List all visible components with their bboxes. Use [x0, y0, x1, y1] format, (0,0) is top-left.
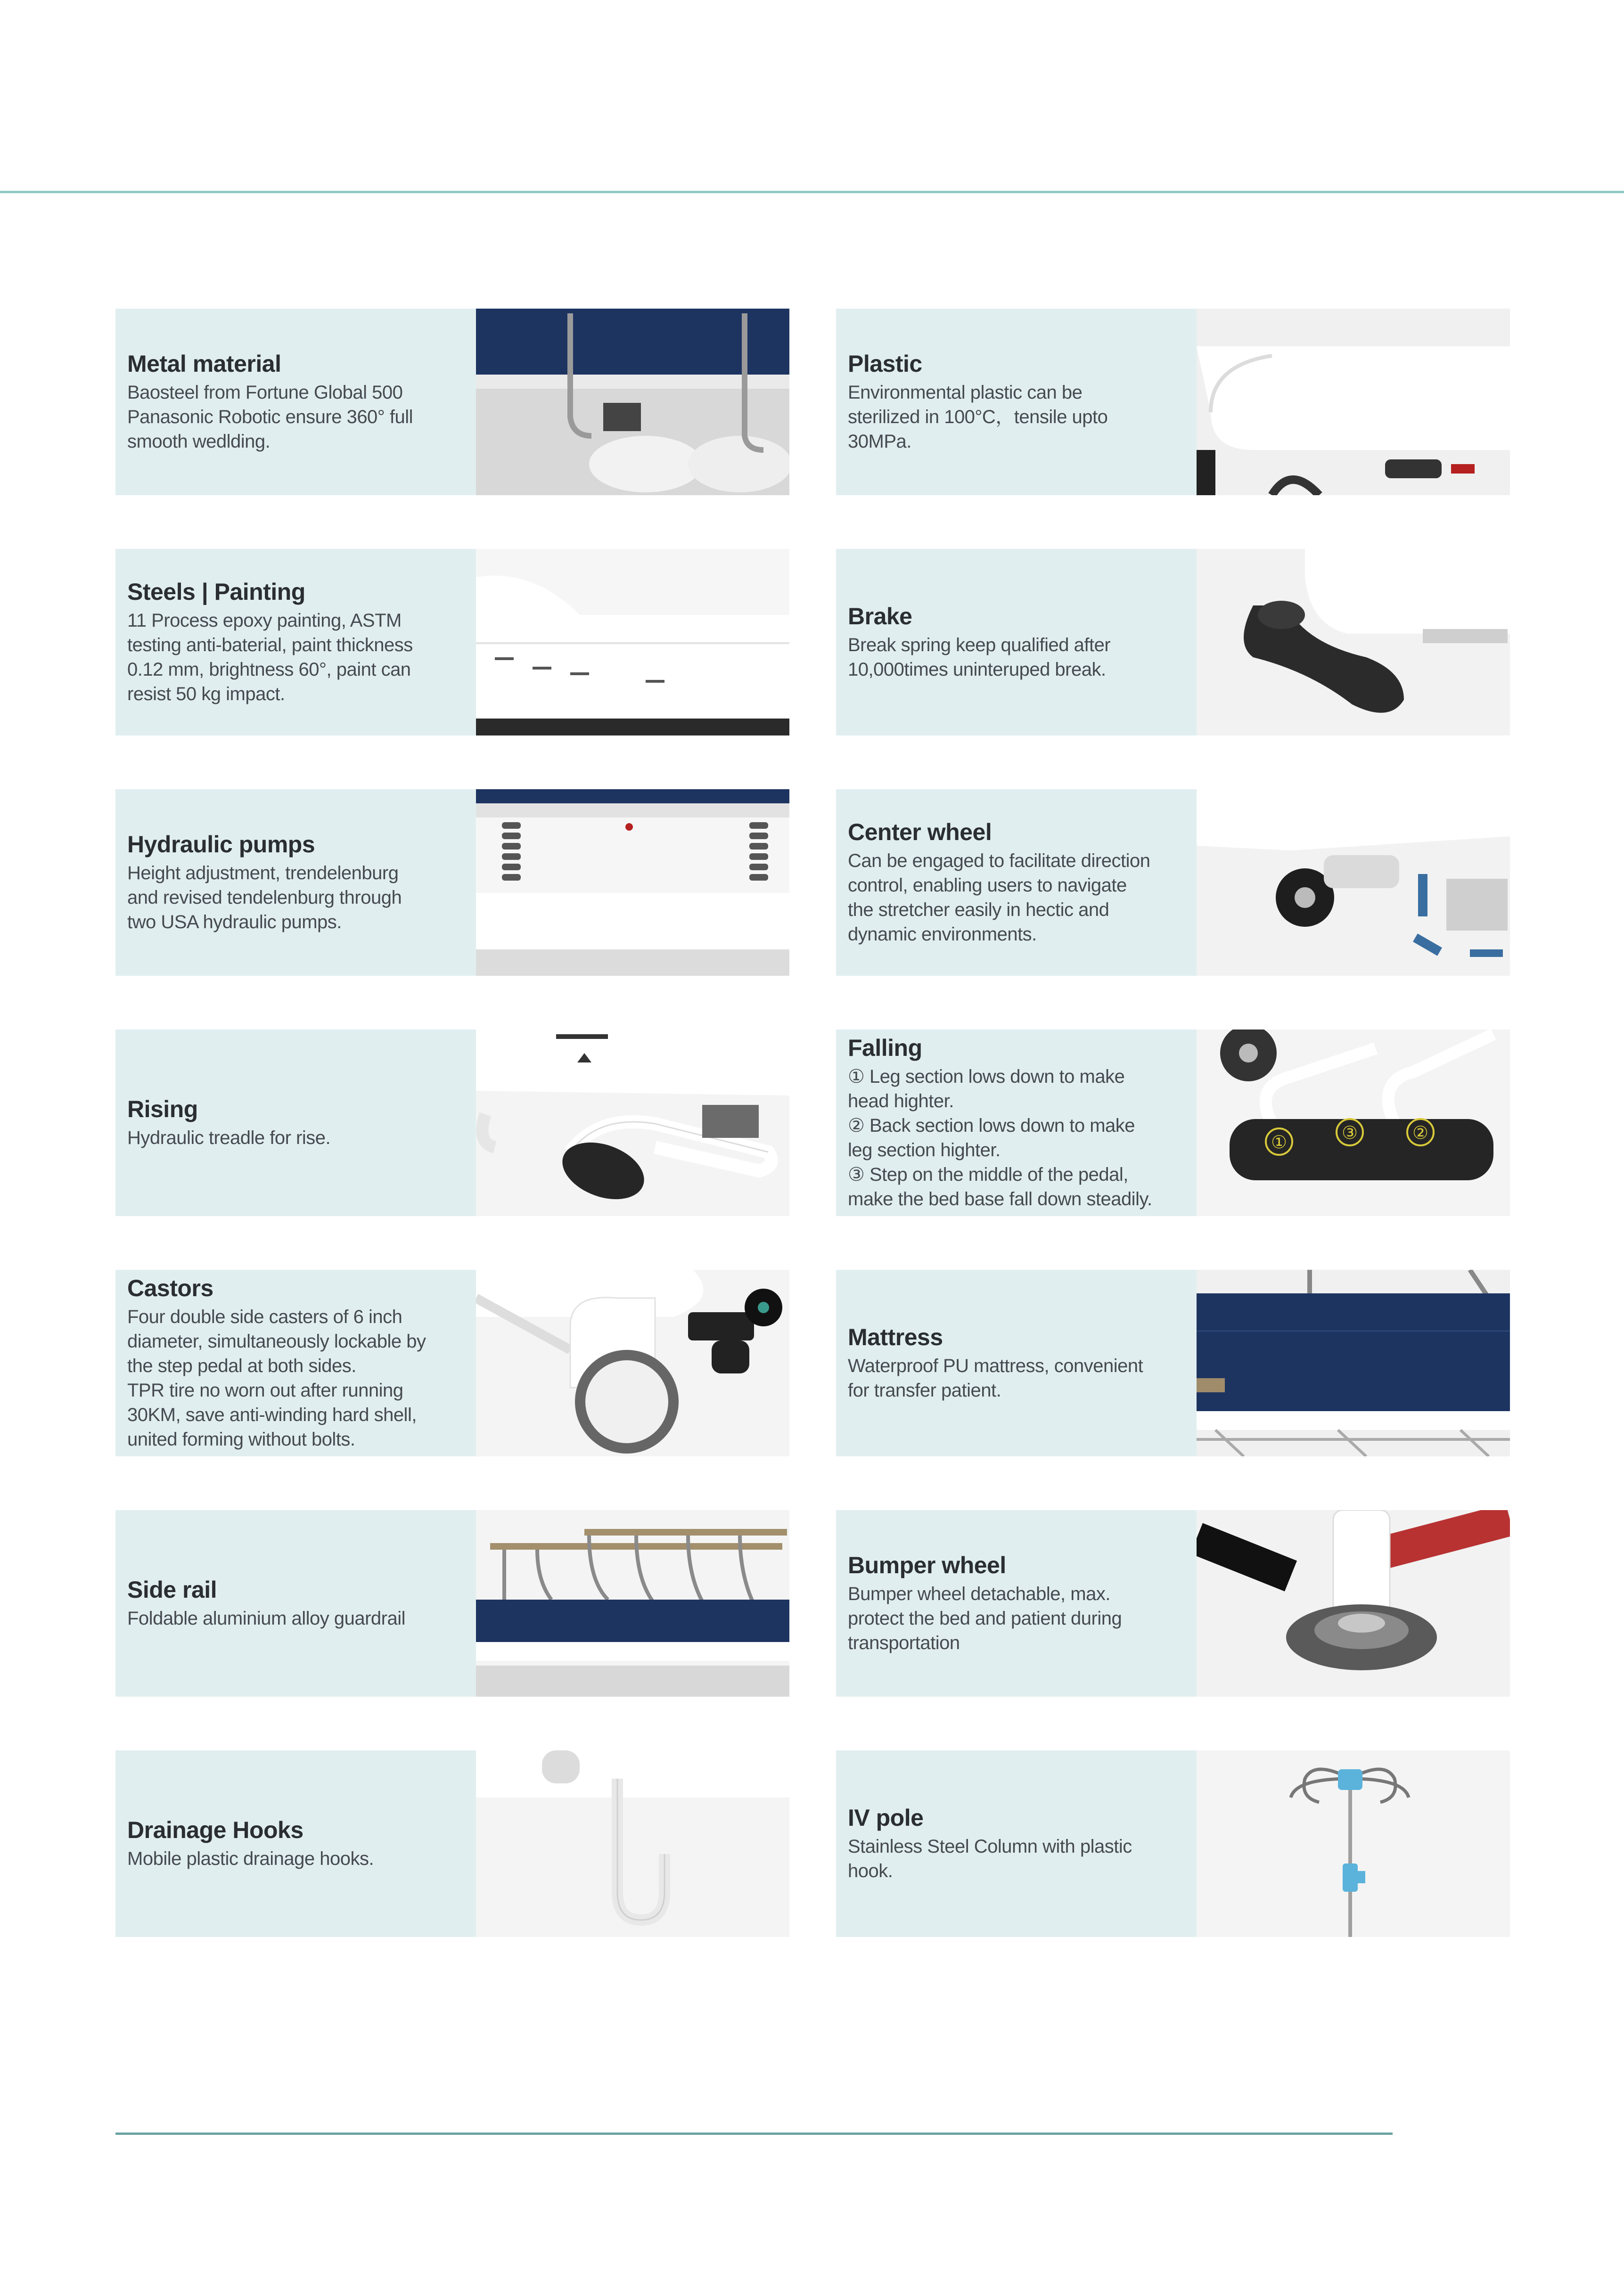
feature-title: Center wheel — [848, 819, 992, 845]
bottom-divider — [115, 2133, 1393, 2135]
feature-description: Waterproof PU mattress, convenient for transfer patient. — [848, 1356, 1143, 1401]
feature-description: Foldable aluminium alloy guardrail — [127, 1608, 405, 1629]
feature-description: Mobile plastic drainage hooks. — [127, 1848, 374, 1869]
feature-description: Environmental plastic can be sterilized in 100°C，tensile upto 30MPa. — [848, 382, 1108, 452]
feature-card-falling — [836, 1030, 1510, 1216]
feature-description: Four double side casters of 6 inch diameter, simultaneously lockable by the step pedal at both sides. TPR tire no worn out after running 30KM, save anti-winding hard shell, united forming without bolts. — [127, 1307, 426, 1450]
rising-pedal-photo — [476, 1030, 789, 1216]
feature-description: Can be engaged to facilitate direction control, enabling users to navigate the stretcher easily in hectic and dynamic environments. — [848, 850, 1150, 945]
feature-card-bumper-wheel — [836, 1510, 1510, 1697]
feature-description: ① Leg section lows down to make head highter. ② Back section lows down to make leg section highter. ③ Step on the middle of the pedal, make the bed base fall down steadily. — [848, 1066, 1152, 1209]
side-rail-photo — [476, 1510, 789, 1697]
drainage-hook-photo — [476, 1750, 789, 1937]
bumper-wheel-photo — [1197, 1510, 1510, 1697]
feature-title: Steels | Painting — [127, 579, 305, 605]
brake-pedal-photo — [1197, 549, 1510, 735]
feature-description: Bumper wheel detachable, max. protect the bed and patient during transportation — [848, 1584, 1122, 1653]
feature-card-castors — [115, 1270, 789, 1456]
feature-description: Height adjustment, trendelenburg and revised tendelenburg through two USA hydraulic pumps. — [127, 863, 402, 932]
feature-card-steels-painting — [115, 549, 789, 735]
feature-card-metal-material — [115, 309, 789, 495]
feature-card-drainage-hooks — [115, 1750, 789, 1937]
top-divider — [0, 191, 1624, 193]
feature-title: Bumper wheel — [848, 1552, 1006, 1578]
feature-card-mattress — [836, 1270, 1510, 1456]
castor-wheel-photo — [476, 1270, 789, 1456]
feature-description: Hydraulic treadle for rise. — [127, 1128, 331, 1148]
feature-card-plastic — [836, 309, 1510, 495]
metal-frame-photo — [476, 309, 789, 495]
center-wheel-photo — [1197, 789, 1510, 976]
hydraulic-pump-photo — [476, 789, 789, 976]
feature-description: 11 Process epoxy painting, ASTM testing anti-baterial, paint thickness 0.12 mm, brightness 60°, paint can resist 50 kg impact. — [127, 610, 413, 704]
feature-card-rising — [115, 1030, 789, 1216]
feature-title: Hydraulic pumps — [127, 831, 315, 858]
feature-title: Falling — [848, 1035, 922, 1061]
feature-description: Stainless Steel Column with plastic hook. — [848, 1836, 1132, 1881]
feature-title: Plastic — [848, 351, 922, 377]
feature-title: Brake — [848, 603, 912, 629]
pedal-label-2: ② — [1412, 1122, 1429, 1143]
feature-description: Break spring keep qualified after 10,000times uninteruped break. — [848, 635, 1111, 680]
feature-title: Side rail — [127, 1577, 217, 1603]
mattress-photo — [1197, 1270, 1510, 1456]
plastic-head-photo — [1197, 309, 1510, 495]
feature-title: Metal material — [127, 351, 281, 377]
feature-card-brake — [836, 549, 1510, 735]
feature-card-center-wheel — [836, 789, 1510, 976]
feature-title: Rising — [127, 1096, 198, 1122]
feature-card-side-rail — [115, 1510, 789, 1697]
feature-title: Drainage Hooks — [127, 1817, 303, 1843]
falling-pedal-photo — [1197, 1030, 1510, 1216]
iv-pole-photo — [1197, 1750, 1510, 1937]
feature-title: Mattress — [848, 1324, 943, 1350]
feature-description: Baosteel from Fortune Global 500 Panasonic Robotic ensure 360° full smooth wedlding. — [127, 382, 413, 452]
painted-panel-photo — [476, 549, 789, 735]
pedal-label-1: ① — [1271, 1132, 1288, 1152]
feature-card-iv-pole — [836, 1750, 1510, 1937]
feature-title: Castors — [127, 1275, 213, 1301]
pedal-label-3: ③ — [1341, 1122, 1358, 1143]
feature-card-hydraulic-pumps — [115, 789, 789, 976]
feature-title: IV pole — [848, 1805, 924, 1831]
